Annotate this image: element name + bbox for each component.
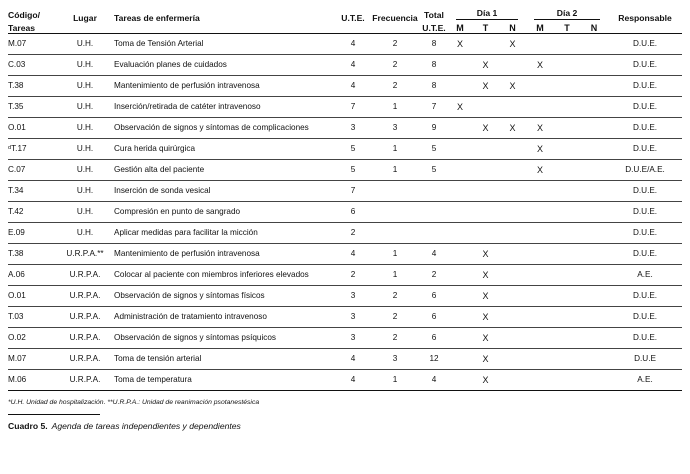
cell-dia1-m — [448, 118, 472, 139]
cell-responsable: D.U.E. — [632, 102, 658, 111]
cell-dia1-n — [499, 97, 526, 118]
cell-ute: 4 — [350, 375, 356, 384]
cell-frecuencia — [370, 181, 420, 202]
cell-ute: 3 — [350, 291, 356, 300]
cell-dia2-t — [554, 160, 580, 181]
cell-dia1-t — [472, 160, 499, 181]
cell-total: 7 — [431, 102, 437, 111]
table-row — [8, 139, 682, 160]
table-body — [8, 34, 682, 391]
cell-ute: 7 — [350, 186, 356, 195]
cell-code: T.42 — [8, 207, 24, 216]
cell-dia2-n — [580, 181, 608, 202]
cell-responsable: D.U.E. — [632, 207, 658, 216]
cell-total — [420, 181, 448, 202]
cell-dia1-n — [499, 349, 526, 370]
cell-dia2-t — [554, 55, 580, 76]
cell-lugar: U.R.P.A. — [69, 354, 101, 363]
cell-lugar: U.H. — [76, 123, 94, 132]
cell-lugar: U.H. — [76, 102, 94, 111]
cell-dia1-t: X — [482, 375, 489, 385]
cell-frecuencia: 2 — [392, 312, 398, 321]
cell-dia1-m — [448, 139, 472, 160]
cell-dia2-n — [580, 97, 608, 118]
cell-ute: 6 — [350, 207, 356, 216]
cell-dia2-n — [580, 328, 608, 349]
cell-code: A.06 — [8, 270, 25, 279]
cell-dia1-t: X — [482, 333, 489, 343]
cell-dia2-n — [580, 34, 608, 55]
cell-lugar: U.H. — [76, 60, 94, 69]
header-dia2-n: N — [590, 23, 598, 33]
cell-dia1-m — [448, 181, 472, 202]
header-dia2-t: T — [564, 23, 570, 33]
cell-dia2-m — [526, 307, 554, 328]
cell-code: C.03 — [8, 60, 26, 69]
cell-dia2-n — [580, 139, 608, 160]
cell-dia2-t — [554, 265, 580, 286]
cell-responsable: D.U.E. — [632, 228, 658, 237]
cell-ute: 4 — [350, 60, 356, 69]
cell-dia1-m — [448, 244, 472, 265]
table-row — [8, 328, 682, 349]
cell-responsable: D.U.E. — [632, 333, 658, 342]
table-row — [8, 55, 682, 76]
cell-dia1-n — [499, 139, 526, 160]
table-row — [8, 118, 682, 139]
cell-dia1-t: X — [482, 123, 489, 133]
caption-label: Cuadro 5. — [8, 421, 48, 431]
cell-dia1-n — [499, 55, 526, 76]
cell-tarea: Mantenimiento de perfusión intravenosa — [114, 249, 260, 258]
table-row — [8, 244, 682, 265]
cell-dia2-n — [580, 118, 608, 139]
cell-dia1-m — [448, 223, 472, 244]
cell-code: T.34 — [8, 186, 24, 195]
header-tarea: Tareas de enfermería — [114, 13, 200, 23]
cell-dia1-n — [499, 370, 526, 391]
cell-dia1-n — [499, 181, 526, 202]
cell-ute: 4 — [350, 354, 356, 363]
cell-tarea: Evaluación planes de cuidados — [114, 60, 227, 69]
cell-dia2-m: X — [537, 60, 544, 70]
cell-total: 8 — [431, 81, 437, 90]
cell-dia1-t: X — [482, 270, 489, 280]
cell-lugar: U.H. — [76, 81, 94, 90]
table-row — [8, 307, 682, 328]
cell-dia1-t — [472, 34, 499, 55]
cell-ute: 2 — [350, 270, 356, 279]
cell-tarea: Cura herida quirúrgica — [114, 144, 196, 153]
cell-dia2-n — [580, 370, 608, 391]
table-row — [8, 202, 682, 223]
cell-responsable: D.U.E. — [632, 312, 658, 321]
cell-code: ᵈT.17 — [8, 144, 27, 153]
header-ute: U.T.E. — [341, 13, 365, 23]
cell-lugar: U.R.P.A. — [69, 312, 101, 321]
cell-tarea: Colocar al paciente con miembros inferiores elevados — [114, 270, 309, 279]
cell-dia1-t: X — [482, 60, 489, 70]
cell-dia2-n — [580, 76, 608, 97]
cell-dia2-t — [554, 328, 580, 349]
cell-total: 4 — [431, 249, 437, 258]
table-row — [8, 97, 682, 118]
table-row — [8, 265, 682, 286]
cell-tarea: Gestión alta del paciente — [114, 165, 205, 174]
document — [8, 8, 682, 431]
nursing-tasks-table — [8, 8, 682, 391]
cell-dia1-m — [448, 265, 472, 286]
cell-total: 5 — [431, 165, 437, 174]
cell-tarea: Inserción de sonda vesical — [114, 186, 211, 195]
cell-dia2-m — [526, 76, 554, 97]
cell-dia2-m — [526, 202, 554, 223]
cell-tarea: Toma de temperatura — [114, 375, 192, 384]
cell-dia2-t — [554, 223, 580, 244]
cell-dia1-n — [499, 223, 526, 244]
cell-dia1-n — [499, 202, 526, 223]
cell-frecuencia: 1 — [392, 144, 398, 153]
cell-total: 5 — [431, 144, 437, 153]
cell-lugar: U.R.P.A. — [69, 333, 101, 342]
cell-dia2-n — [580, 349, 608, 370]
cell-tarea: Compresión en punto de sangrado — [114, 207, 241, 216]
header-lugar: Lugar — [73, 13, 97, 23]
cell-code: M.07 — [8, 354, 27, 363]
cell-total: 6 — [431, 333, 437, 342]
cell-dia2-n — [580, 307, 608, 328]
cell-dia1-t: X — [482, 291, 489, 301]
cell-dia2-m — [526, 286, 554, 307]
cell-total: 2 — [431, 270, 437, 279]
caption — [8, 421, 682, 431]
cell-responsable: D.U.E. — [632, 249, 658, 258]
cell-responsable: D.U.E. — [632, 123, 658, 132]
cell-dia2-t — [554, 118, 580, 139]
cell-dia1-m — [448, 55, 472, 76]
cell-frecuencia: 2 — [392, 291, 398, 300]
table-row — [8, 286, 682, 307]
cell-tarea: Observación de signos y síntomas psíquicos — [114, 333, 277, 342]
cell-frecuencia: 1 — [392, 375, 398, 384]
cell-dia1-n — [499, 244, 526, 265]
cell-total — [420, 223, 448, 244]
cell-tarea: Administración de tratamiento intravenoso — [114, 312, 267, 321]
cell-dia2-t — [554, 181, 580, 202]
header-code-2: Tareas — [8, 23, 36, 33]
cell-lugar: U.R.P.A.** — [66, 249, 104, 258]
cell-dia1-m — [448, 76, 472, 97]
cell-dia2-t — [554, 307, 580, 328]
cell-dia2-n — [580, 202, 608, 223]
cell-dia2-n — [580, 160, 608, 181]
cell-frecuencia: 1 — [392, 249, 398, 258]
cell-code: O.02 — [8, 333, 26, 342]
cell-frecuencia: 2 — [392, 39, 398, 48]
cell-tarea: Aplicar medidas para facilitar la micción — [114, 228, 258, 237]
cell-responsable: D.U.E. — [632, 81, 658, 90]
cell-frecuencia: 3 — [392, 354, 398, 363]
cell-responsable: D.U.E. — [632, 60, 658, 69]
cell-lugar: U.H. — [76, 207, 94, 216]
cell-dia2-m — [526, 181, 554, 202]
cell-tarea: Toma de tensión arterial — [114, 354, 202, 363]
cell-dia2-t — [554, 370, 580, 391]
cell-dia2-m — [526, 349, 554, 370]
cell-ute: 3 — [350, 123, 356, 132]
cell-dia2-n — [580, 223, 608, 244]
cell-dia1-t — [472, 181, 499, 202]
cell-lugar: U.H. — [76, 165, 94, 174]
cell-responsable: D.U.E/A.E. — [625, 165, 665, 174]
header-dia2-m: M — [536, 23, 544, 33]
cell-ute: 3 — [350, 312, 356, 321]
table-row — [8, 160, 682, 181]
cell-dia2-m — [526, 265, 554, 286]
cell-dia2-m — [526, 223, 554, 244]
cell-frecuencia: 1 — [392, 102, 398, 111]
cell-lugar: U.H. — [76, 186, 94, 195]
cell-ute: 4 — [350, 81, 356, 90]
cell-tarea: Mantenimiento de perfusión intravenosa — [114, 81, 260, 90]
cell-frecuencia: 2 — [392, 81, 398, 90]
header-code: Código/ — [8, 10, 40, 20]
cell-responsable: D.U.E. — [632, 291, 658, 300]
header-dia2: Día 2 — [526, 8, 608, 20]
cell-frecuencia: 1 — [392, 270, 398, 279]
header-responsable: Responsable — [618, 13, 672, 23]
cell-frecuencia: 3 — [392, 123, 398, 132]
cell-dia1-n — [499, 286, 526, 307]
cell-dia1-n — [499, 265, 526, 286]
cell-dia1-t — [472, 97, 499, 118]
cell-dia2-m — [526, 328, 554, 349]
cell-dia1-m — [448, 160, 472, 181]
cell-dia1-t: X — [482, 312, 489, 322]
header-dia1-m: M — [456, 23, 464, 33]
cell-dia1-n: X — [509, 81, 516, 91]
cell-dia2-t — [554, 202, 580, 223]
cell-total: 6 — [431, 291, 437, 300]
cell-dia1-t — [472, 223, 499, 244]
cell-responsable: A.E. — [637, 375, 653, 384]
cell-tarea: Observación de signos y síntomas de complicaciones — [114, 123, 309, 132]
cell-responsable: D.U.E. — [632, 186, 658, 195]
cell-lugar: U.R.P.A. — [69, 375, 101, 384]
cell-frecuencia: 2 — [392, 333, 398, 342]
cell-dia1-n: X — [509, 39, 516, 49]
cell-total: 12 — [429, 354, 439, 363]
cell-ute: 5 — [350, 144, 356, 153]
header-dia1-t: T — [482, 23, 489, 33]
cell-dia2-m — [526, 97, 554, 118]
cell-ute: 5 — [350, 165, 356, 174]
cell-dia2-m — [526, 244, 554, 265]
cell-code: O.01 — [8, 291, 26, 300]
cell-ute: 3 — [350, 333, 356, 342]
cell-dia2-m — [526, 370, 554, 391]
cell-dia1-n — [499, 160, 526, 181]
cell-dia1-t — [472, 202, 499, 223]
cell-dia2-n — [580, 55, 608, 76]
cell-frecuencia: 2 — [392, 60, 398, 69]
cell-total: 9 — [431, 123, 437, 132]
cell-lugar: U.H. — [76, 144, 94, 153]
header-total: Total — [424, 10, 444, 20]
table-row — [8, 181, 682, 202]
cell-dia2-t — [554, 97, 580, 118]
cell-dia1-m — [448, 349, 472, 370]
header-dia1: Día 1 — [448, 8, 526, 20]
cell-total: 4 — [431, 375, 437, 384]
header-frecuencia: Frecuencia — [372, 13, 418, 23]
cell-dia2-t — [554, 139, 580, 160]
cell-lugar: U.R.P.A. — [69, 291, 101, 300]
cell-dia2-t — [554, 349, 580, 370]
cell-lugar: U.H. — [76, 228, 94, 237]
cell-dia2-m — [526, 34, 554, 55]
cell-total: 8 — [431, 60, 437, 69]
cell-ute: 2 — [350, 228, 356, 237]
cell-ute: 4 — [350, 39, 356, 48]
table-row — [8, 349, 682, 370]
cell-dia1-m: X — [456, 102, 463, 112]
cell-responsable: D.U.E. — [632, 144, 658, 153]
cell-lugar: U.H. — [76, 39, 94, 48]
cell-dia2-m: X — [537, 165, 544, 175]
cell-dia1-n — [499, 328, 526, 349]
cell-dia2-t — [554, 34, 580, 55]
cell-responsable: A.E. — [637, 270, 653, 279]
cell-dia2-n — [580, 286, 608, 307]
cell-code: T.38 — [8, 249, 24, 258]
cell-ute: 4 — [350, 249, 356, 258]
cell-dia1-m — [448, 307, 472, 328]
cell-dia2-t — [554, 76, 580, 97]
cell-dia2-m: X — [537, 144, 544, 154]
cell-dia2-m: X — [537, 123, 544, 133]
cell-code: T.38 — [8, 81, 24, 90]
cell-total — [420, 202, 448, 223]
cell-code: T.03 — [8, 312, 24, 321]
caption-title: Agenda de tareas independientes y dependientes — [51, 421, 241, 431]
cell-responsable: D.U.E. — [632, 39, 658, 48]
table-row — [8, 223, 682, 244]
cell-ute: 7 — [350, 102, 356, 111]
table-row — [8, 76, 682, 97]
cell-dia1-m — [448, 370, 472, 391]
cell-code: M.07 — [8, 39, 27, 48]
cell-dia2-t — [554, 286, 580, 307]
cell-dia1-m — [448, 328, 472, 349]
cell-dia1-t — [472, 139, 499, 160]
cell-dia2-t — [554, 244, 580, 265]
cell-code: E.09 — [8, 228, 25, 237]
cell-frecuencia — [370, 202, 420, 223]
cell-dia2-n — [580, 265, 608, 286]
table-row — [8, 34, 682, 55]
header-total-ute: U.T.E. — [422, 23, 446, 33]
cell-dia1-t: X — [482, 249, 489, 259]
cell-frecuencia — [370, 223, 420, 244]
footnote: *U.H. Unidad de hospitalización. **U.R.P.A.: Unidad de reanimación psotanestésica — [8, 399, 260, 406]
cell-dia1-m — [448, 286, 472, 307]
cell-total: 6 — [431, 312, 437, 321]
cell-dia1-n: X — [509, 123, 516, 133]
cell-code: O.01 — [8, 123, 26, 132]
cell-lugar: U.R.P.A. — [69, 270, 101, 279]
header-dia1-n: N — [509, 23, 516, 33]
cell-code: T.35 — [8, 102, 24, 111]
cell-dia1-m: X — [456, 39, 463, 49]
cell-frecuencia: 1 — [392, 165, 398, 174]
cell-tarea: Toma de Tensión Arterial — [114, 39, 204, 48]
cell-tarea: Observación de signos y síntomas físicos — [114, 291, 265, 300]
cell-dia1-n — [499, 307, 526, 328]
table-row — [8, 370, 682, 391]
cell-code: C.07 — [8, 165, 26, 174]
cell-code: M.06 — [8, 375, 27, 384]
cell-tarea: Inserción/retirada de catéter intravenoso — [114, 102, 261, 111]
caption-rule — [8, 414, 100, 415]
cell-dia1-t: X — [482, 354, 489, 364]
cell-dia1-m — [448, 202, 472, 223]
cell-dia1-t: X — [482, 81, 489, 91]
cell-dia2-n — [580, 244, 608, 265]
cell-responsable: D.U.E — [634, 354, 656, 363]
cell-total: 8 — [431, 39, 437, 48]
